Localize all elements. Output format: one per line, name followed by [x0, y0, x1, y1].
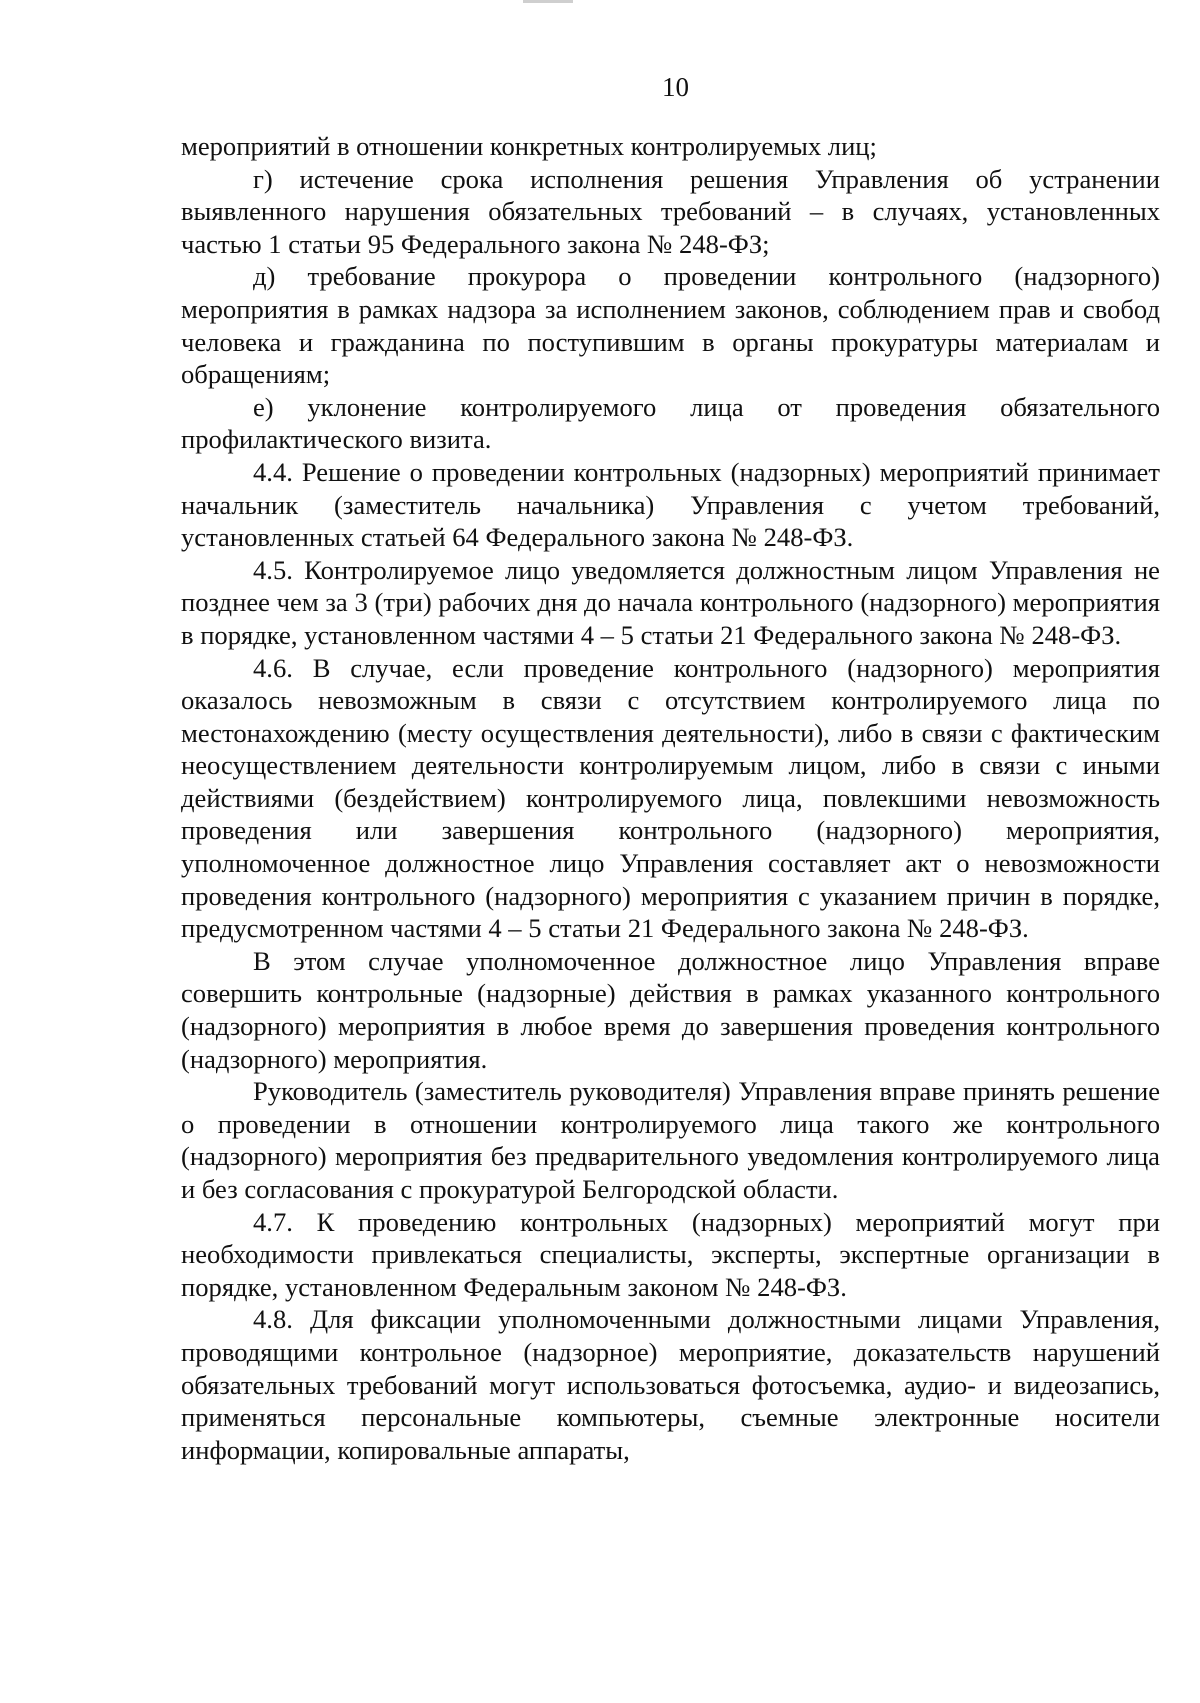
- paragraph-item-g: г) истечение срока исполнения решения Управления об устранении выявленного нарушения обязательных требований – в случаях, установленных частью 1 статьи 95 Федерального закона № 248-ФЗ;: [181, 163, 1160, 259]
- paragraph-item-e: е) уклонение контролируемого лица от проведения обязательного профилактического визита.: [181, 391, 1160, 455]
- paragraph-4-8: 4.8. Для фиксации уполномоченными должностными лицами Управления, проводящими контрольное (надзорное) мероприятие, доказательств нарушений обязательных требований могут использоваться фотосъемка, аудио- и видеозапись, применяться персональные компьютеры, съемные электронные носители информации, копировальные аппараты,: [181, 1304, 1160, 1465]
- document-body: [181, 130, 1160, 1466]
- paragraph-4-7: 4.7. К проведению контрольных (надзорных) мероприятий могут при необходимости привлекаться специалисты, эксперты, экспертные организации в порядке, установленном Федеральным законом № 248-ФЗ.: [181, 1206, 1160, 1302]
- scan-edge-mark: [523, 0, 573, 3]
- paragraph-4-5: 4.5. Контролируемое лицо уведомляется должностным лицом Управления не позднее чем за 3 (три) рабочих дня до начала контрольного (надзорного) мероприятия в порядке, установленном частями 4 – 5 статьи 21 Федерального закона № 248-ФЗ.: [181, 554, 1160, 650]
- paragraph-4-6-third: Руководитель (заместитель руководителя) Управления вправе принять решение о проведении в отношении контролируемого лица такого же контрольного (надзорного) мероприятия без предварительного уведомления контролируемого лица и без согласования с прокуратурой Белгородской области.: [181, 1076, 1160, 1204]
- paragraph-4-6: 4.6. В случае, если проведение контрольного (надзорного) мероприятия оказалось невозможным в связи с отсутствием контролируемого лица по местонахождению (месту осуществления деятельности), либо в связи с фактическим неосуществлением деятельности контролируемым лицом, либо в связи с иными действиями (бездействием) контролируемого лица, повлекшими невозможность проведения или завершения контрольного (надзорного) мероприятия, уполномоченное должностное лицо Управления составляет акт о невозможности проведения контрольного (надзорного) мероприятия с указанием причин в порядке, предусмотренном частями 4 – 5 статьи 21 Федерального закона № 248-ФЗ.: [181, 652, 1160, 944]
- page-number: 10: [662, 72, 689, 102]
- paragraph-4-4: 4.4. Решение о проведении контрольных (надзорных) мероприятий принимает начальник (заместитель начальника) Управления с учетом требований, установленных статьей 64 Федерального закона № 248-ФЗ.: [181, 456, 1160, 553]
- paragraph-4-6-second: В этом случае уполномоченное должностное лицо Управления вправе совершить контрольные (надзорные) действия в рамках указанного контрольного (надзорного) мероприятия в любое время до завершения проведения контрольного (надзорного) мероприятия.: [181, 945, 1160, 1074]
- paragraph-continuation: мероприятий в отношении конкретных контролируемых лиц;: [181, 131, 877, 161]
- paragraph-item-d: д) требование прокурора о проведении контрольного (надзорного) мероприятия в рамках надзора за исполнением законов, соблюдением прав и свобод человека и гражданина по поступившим в органы прокуратуры материалам и обращениям;: [181, 261, 1160, 390]
